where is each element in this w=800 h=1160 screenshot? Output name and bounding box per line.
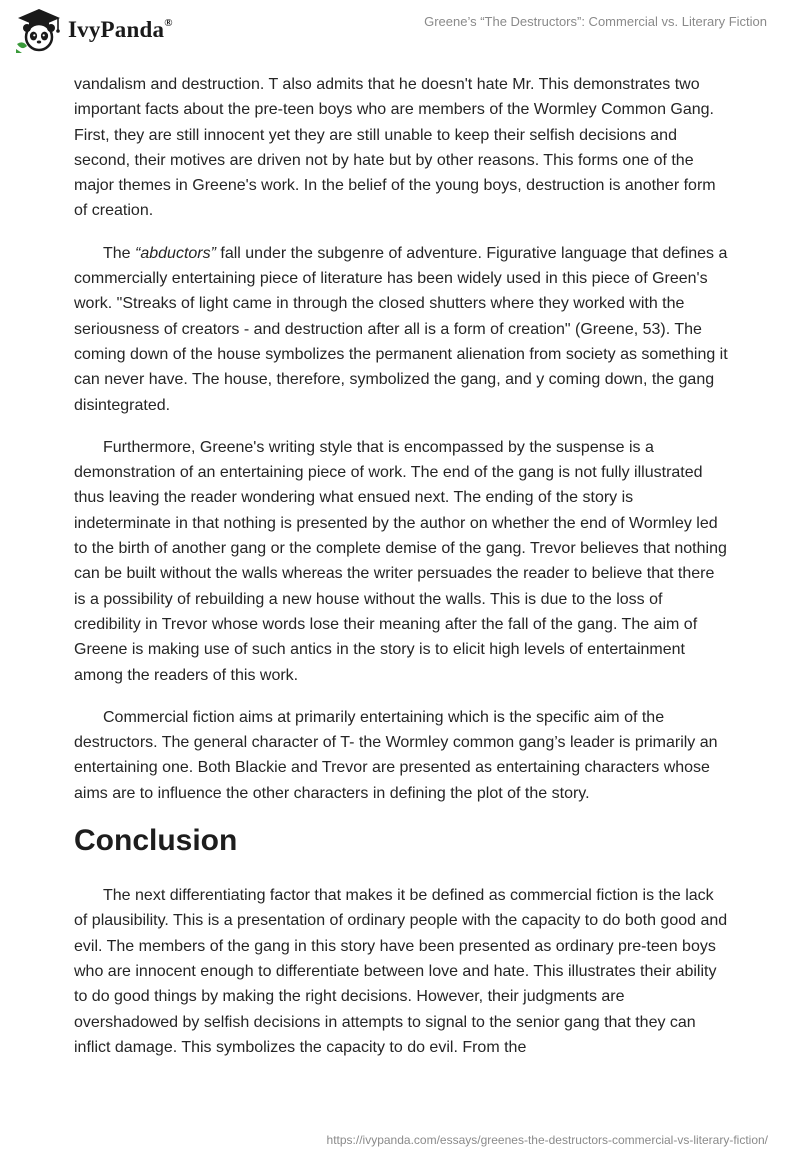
source-url[interactable]: https://ivypanda.com/essays/greenes-the-destructors-commercial-vs-literary-fiction/ (326, 1133, 768, 1147)
page-header (0, 0, 800, 60)
paragraph-conclusion: The next differentiating factor that makes it be defined as commercial fiction is the lack of plausibility. This is a presentation of ordinary people with the capacity to do both good and evil. The members of the gang in this story have been presented as ordinary pre-teen boys who are innocent enough to differentiate between love and hate. This illustrates their ability to do good things by making the right decisions. However, their judgments are overshadowed by selfish decisions in attempts to signal to the senior gang that they can inflict damage. This symbolizes the capacity to do evil. From the (74, 887, 728, 1056)
paragraph-continuation: vandalism and destruction. T also admits that he doesn't hate Mr. This demonstrates two important facts about the pre-teen boys who are members of the Wormley Common Gang. First, they are still innocent yet they are still unable to keep their selfish decisions and second, their motives are driven not by hate but by other reasons. This forms one of the major themes in Greene's work. In the belief of the young boys, destruction is another form of creation. (74, 76, 716, 220)
paragraph-writing-style: Furthermore, Greene's writing style that is encompassed by the suspense is a demonstration of an entertaining piece of work. The end of the gang is not fully illustrated thus leaving the reader wondering what ensued next. The ending of the story is indeterminate in that nothing is presented by the author on whether the end of Wormley led to the birth of another gang or the complete demise of the gang. Trevor believes that nothing can be built without the walls whereas the writer persuades the reader to believe that there is a possibility of rebuilding a new house without the walls. This is due to the loss of credibility in Trevor whose words lose their meaning after the fall of the gang. The aim of Greene is making use of such antics in the story is to elicit high levels of entertainment among the readers of this work. (74, 438, 727, 684)
panda-graduate-icon (14, 7, 64, 53)
section-heading-conclusion: Conclusion (74, 824, 238, 858)
paragraph-commercial-fiction: Commercial fiction aims at primarily entertaining which is the specific aim of the destructors. The general character of T- the Wormley common gang’s leader is primarily an entertaining one. Both Blackie and Trevor are presented as entertaining characters whose aims are to influence the other characters in defining the plot of the story. (74, 708, 718, 802)
paragraph-abductors: The “abductors” fall under the subgenre of adventure. Figurative language that defines a commercially entertaining piece of literature has been widely used in this piece of Green's work. "Streaks of light came in through the closed shutters where they worked with the seriousness of creators - and destruction after all is a form of creation" (Greene, 53). The coming down of the house symbolizes the permanent alienation from society as something it can never have. The house, therefore, symbolized the gang, and y coming down, the gang disintegrated. (74, 244, 728, 414)
ivypanda-logo[interactable] (14, 7, 173, 53)
running-title: Greene’s “The Destructors”: Commercial vs. Literary Fiction (424, 14, 767, 29)
emphasis-abductors: “abductors” (135, 244, 216, 262)
essay-body (74, 72, 730, 1077)
brand-name: IvyPanda® (68, 17, 173, 42)
